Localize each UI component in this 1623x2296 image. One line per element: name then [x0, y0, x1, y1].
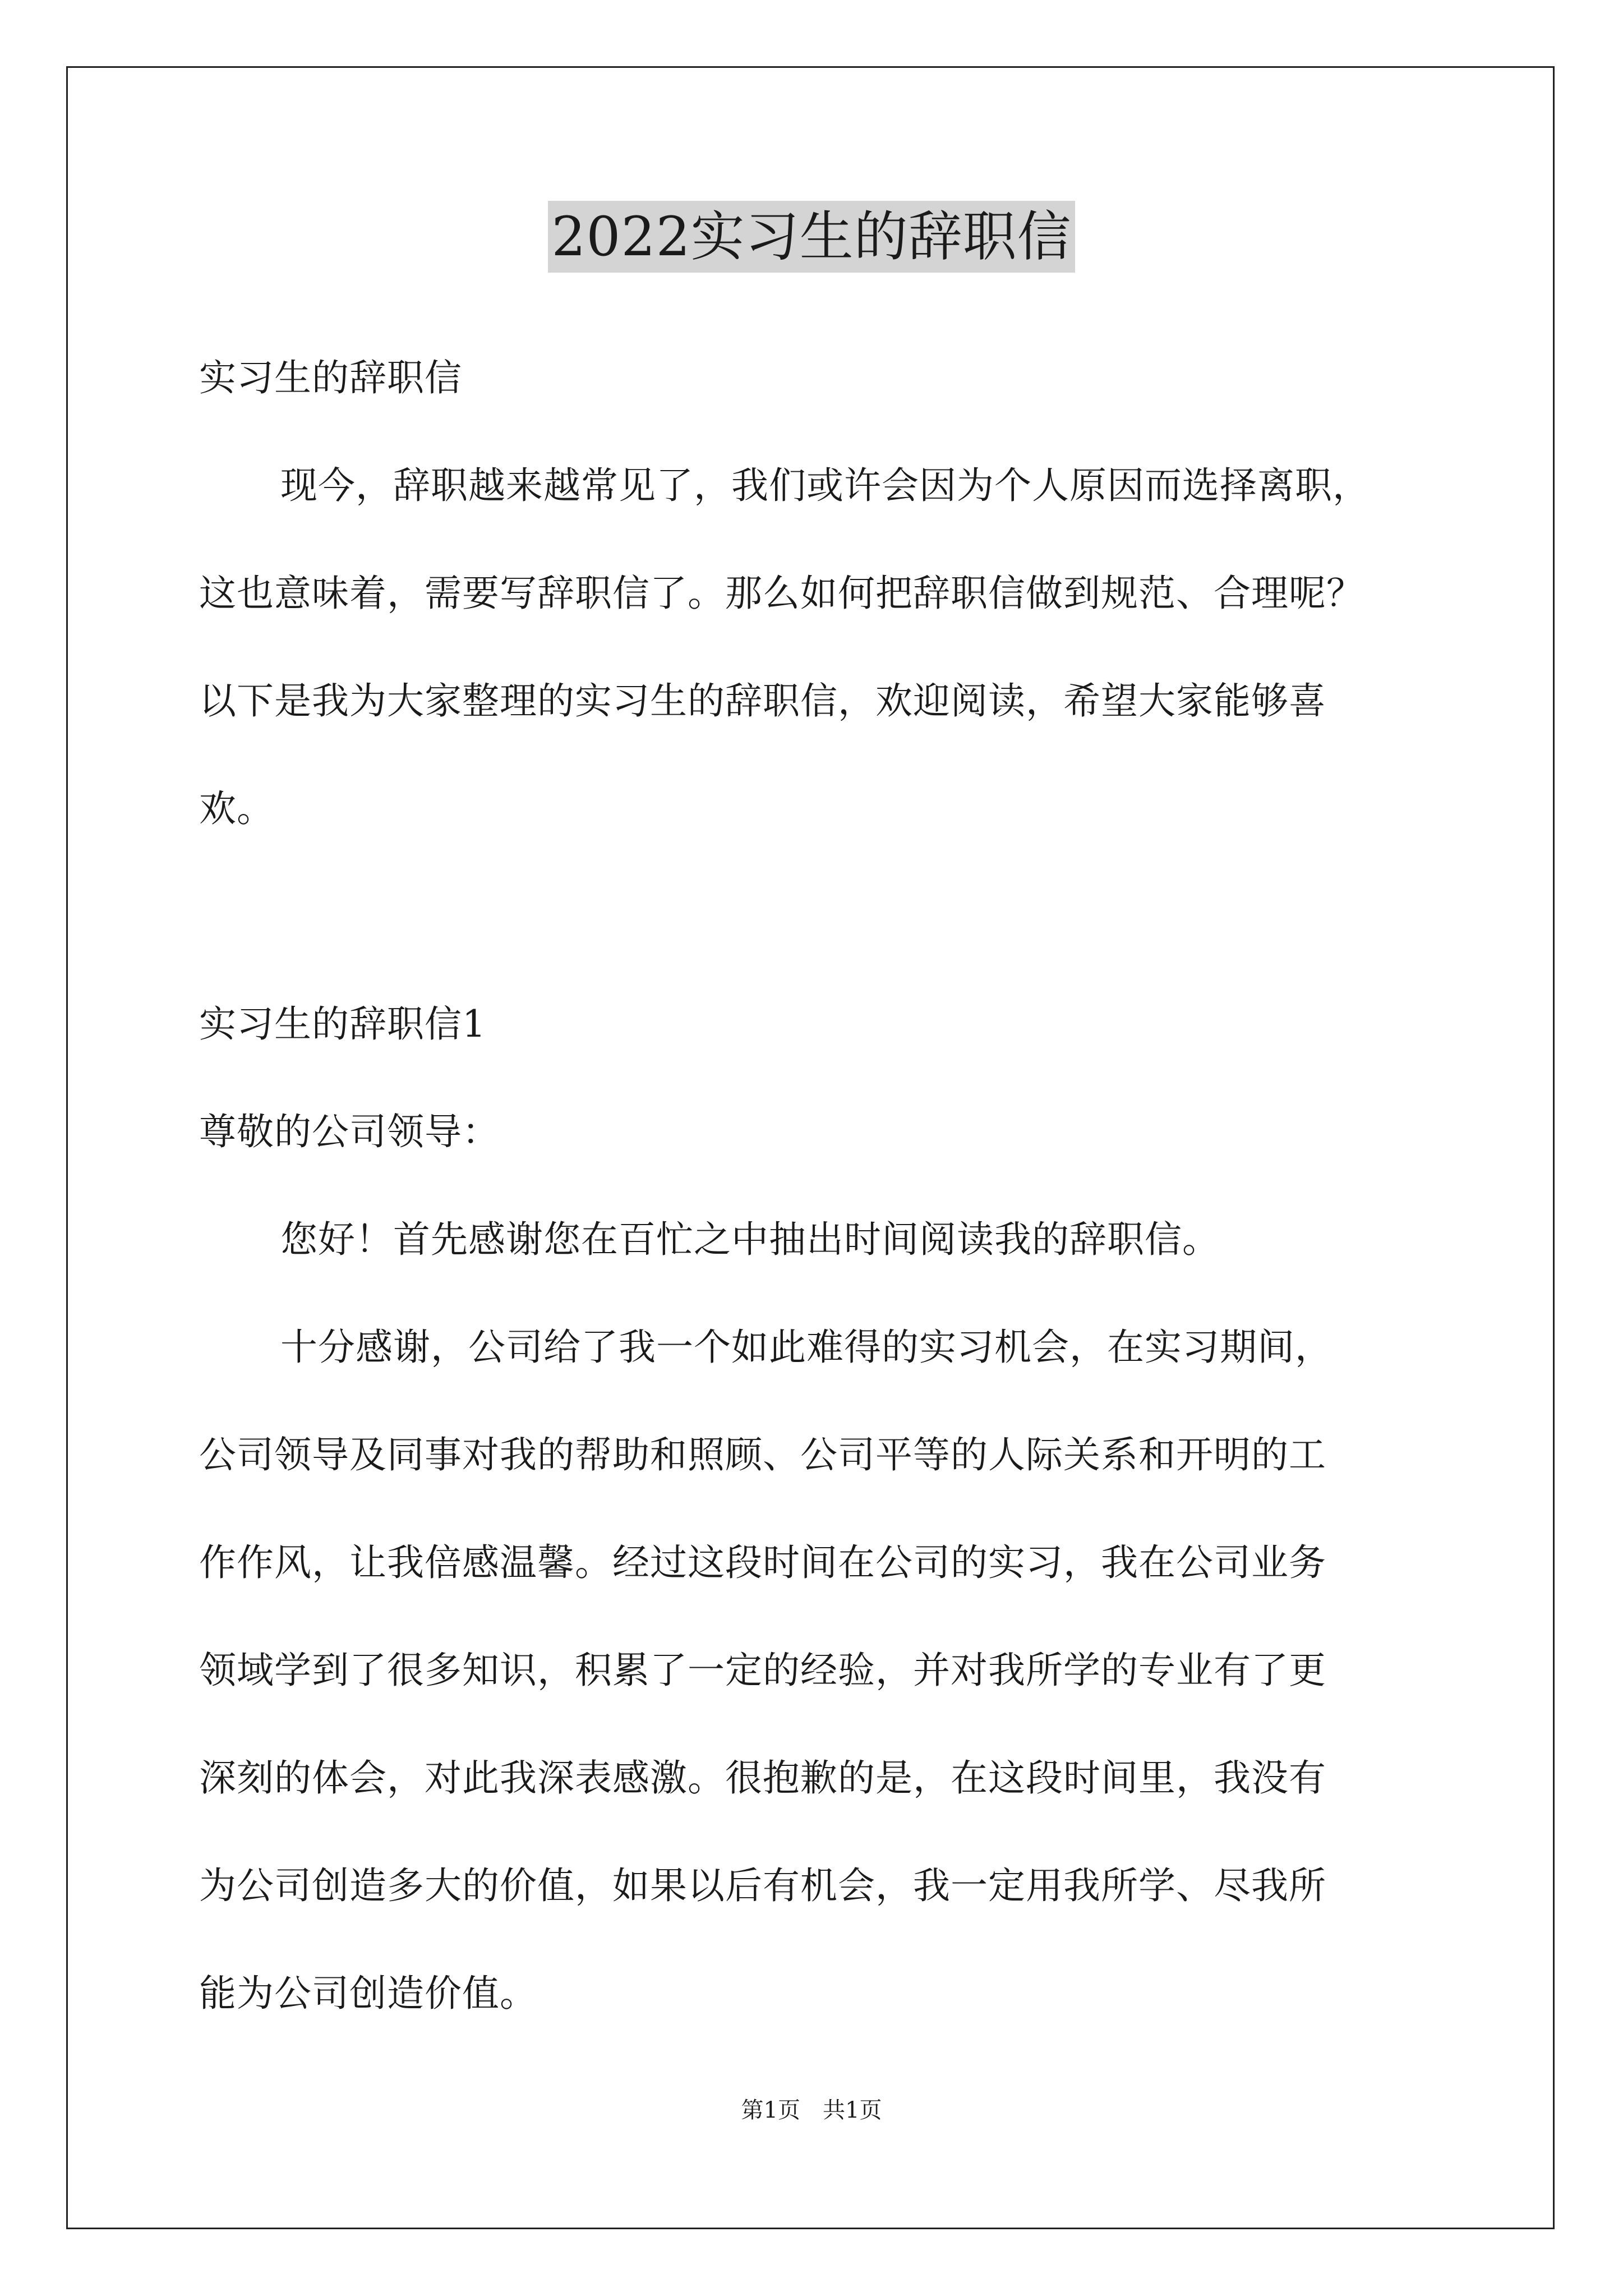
- intro-line: 现今，辞职越来越常见了，我们或许会因为个人原因而选择离职，: [280, 464, 1370, 507]
- body-line: 深刻的体会，对此我深表感激。很抱歉的是，在这段时间里，我没有: [199, 1756, 1326, 1800]
- document-subtitle: 实习生的辞职信: [199, 356, 462, 399]
- body-line: 公司领导及同事对我的帮助和照顾、公司平等的人际关系和开明的工: [199, 1433, 1326, 1476]
- section-heading: 实习生的辞职信1: [199, 1002, 486, 1046]
- body-line: 十分感谢，公司给了我一个如此难得的实习机会，在实习期间，: [280, 1326, 1332, 1369]
- body-line: 作作风，让我倍感温馨。经过这段时间在公司的实习，我在公司业务: [199, 1541, 1326, 1584]
- title-container: [0, 201, 1623, 273]
- body-line: 为公司创造多大的价值，如果以后有机会，我一定用我所学、尽我所: [199, 1864, 1326, 1907]
- salutation: 尊敬的公司领导：: [199, 1110, 500, 1153]
- intro-line: 欢。: [199, 787, 274, 830]
- document-title: 2022实习生的辞职信: [548, 201, 1075, 273]
- body-line: 领域学到了很多知识，积累了一定的经验，并对我所学的专业有了更: [199, 1649, 1326, 1692]
- intro-line: 以下是我为大家整理的实习生的辞职信，欢迎阅读，希望大家能够喜: [199, 679, 1326, 723]
- greeting-paragraph: 您好！首先感谢您在百忙之中抽出时间阅读我的辞职信。: [280, 1218, 1220, 1261]
- intro-line: 这也意味着，需要写辞职信了。那么如何把辞职信做到规范、合理呢？: [199, 572, 1364, 615]
- page-footer: 第1页 共1页: [741, 2097, 882, 2123]
- body-line: 能为公司创造价值。: [199, 1972, 537, 2015]
